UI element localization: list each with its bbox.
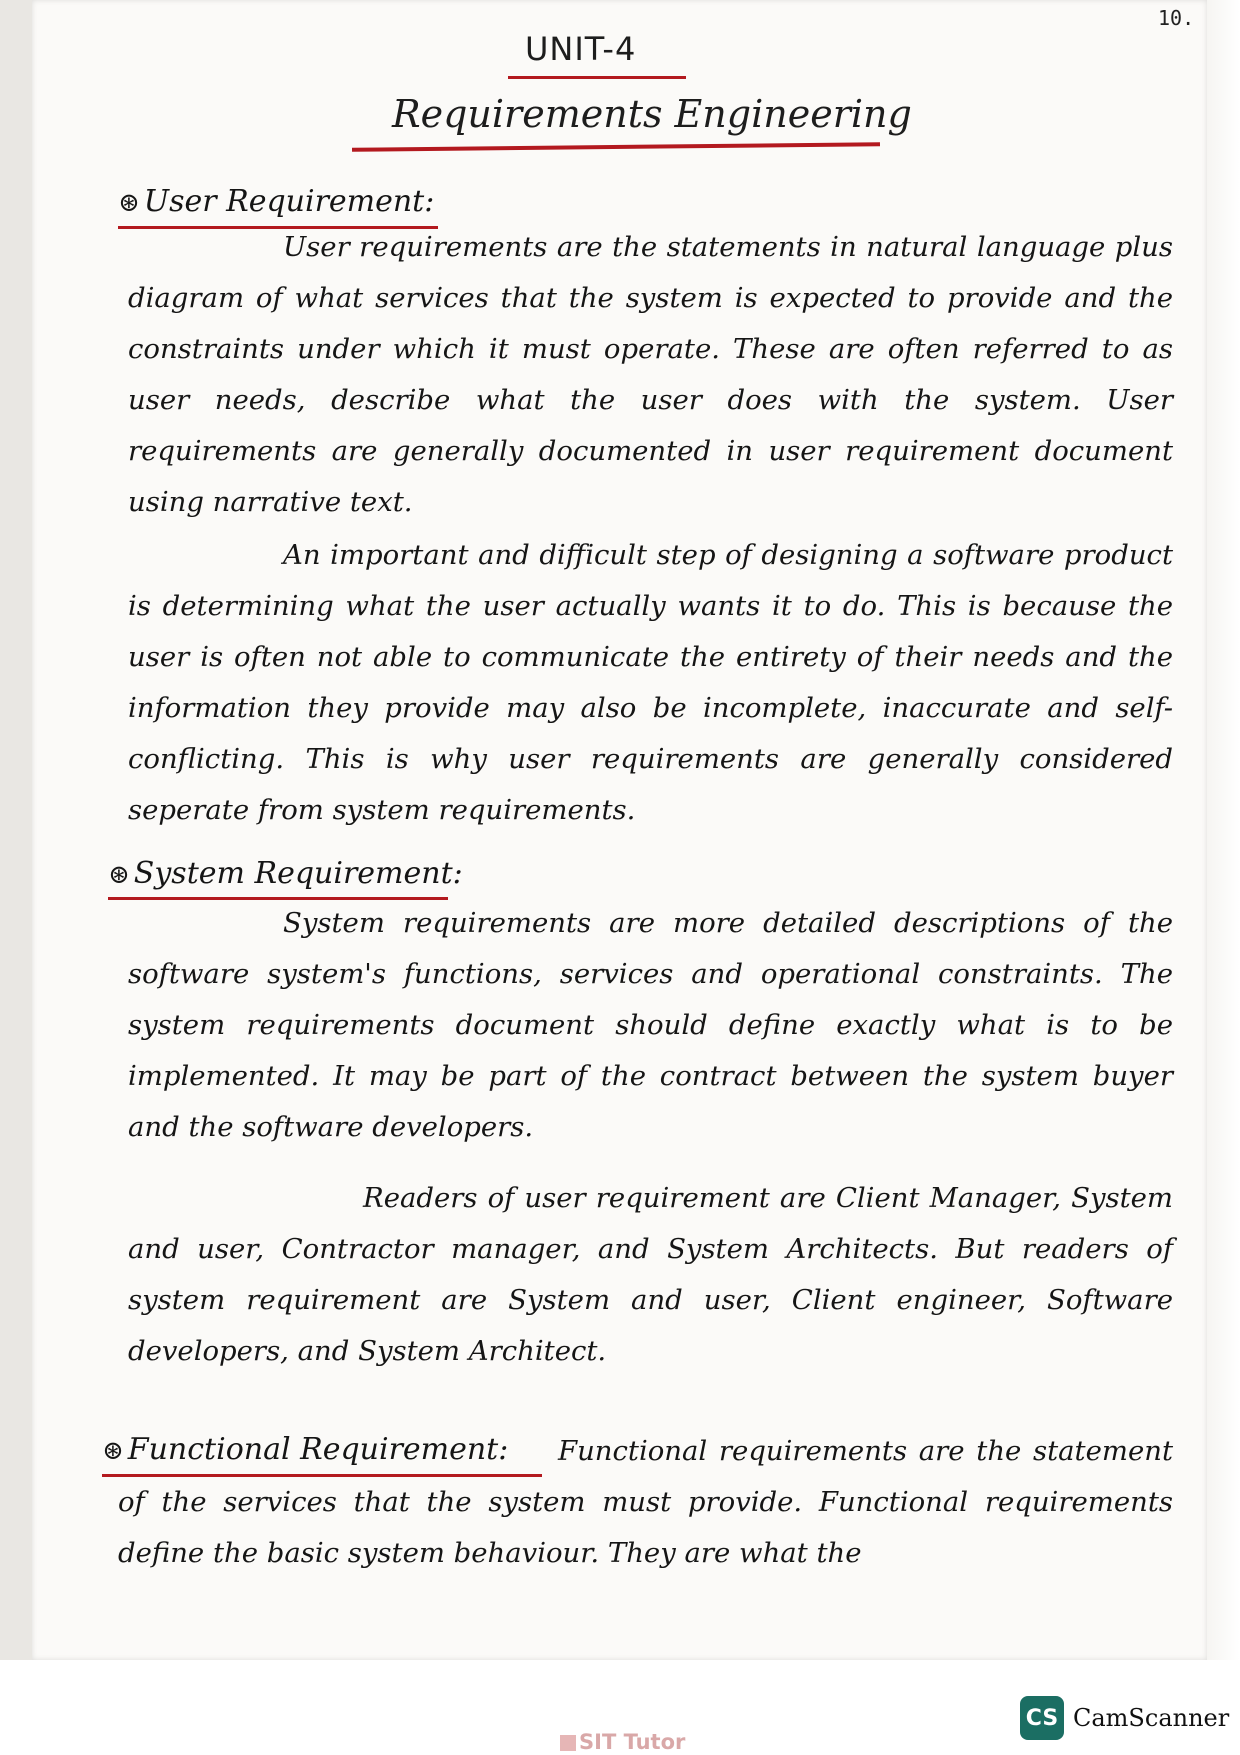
system-requirement-paragraph-2: Readers of user requirement are Client Manager, System and user, Contractor manager, and System Architects. But readers of system requirement are System and user, Client engineer, Software developers, and System Architect. (128, 1182, 1173, 1367)
page-title: Requirements Engineering (392, 92, 912, 136)
functional-requirement-heading-text: Functional Requirement: (127, 1432, 509, 1467)
system-requirement-heading (108, 856, 463, 891)
camscanner-logo-icon: CS (1020, 1696, 1064, 1740)
unit-title-underline (508, 76, 686, 79)
user-requirement-heading (118, 184, 434, 219)
user-requirement-paragraph-1: User requirements are the statements in natural language plus diagram of what services that the system is expected to provide and the constraints under which it must operate. These are often referred to as user needs, describe what the user does with the system. User requirements are generally documented in user requirement document using narrative text. (128, 231, 1173, 518)
star-bullet-icon: ⊛ (108, 860, 130, 890)
functional-requirement-paragraph: Functional requirements are the statement of the services that the system must provide. Functional requirements define the basic system behaviour. They are what the (118, 1435, 1173, 1569)
watermark-text: SIT Tutor (579, 1730, 686, 1754)
system-requirement-heading-text: System Requirement: (133, 856, 463, 891)
star-bullet-icon: ⊛ (118, 188, 140, 218)
camscanner-label: CamScanner (1073, 1704, 1230, 1732)
star-bullet-icon: ⊛ (102, 1436, 124, 1466)
watermark (560, 1730, 685, 1754)
watermark-icon (560, 1735, 576, 1751)
unit-title: UNIT-4 (525, 30, 637, 68)
page-number: 10. (1158, 6, 1195, 30)
user-requirement-paragraph-2: An important and difficult step of designing a software product is determining what the user actually wants it to do. This is because the user is often not able to communicate the entirety of their needs and the information they provide may also be incomplete, inaccurate and self-conflicting. This is why user requirements are generally considered seperate from system requirements. (128, 539, 1173, 826)
user-requirement-heading-text: User Requirement: (143, 184, 435, 219)
system-requirement-paragraph-1: System requirements are more detailed descriptions of the software system's functions, services and operational constraints. The system requirements document should define exactly what is to be implemented. It may be part of the contract between the system buyer and the software developers. (128, 907, 1173, 1143)
page-margin-right (1207, 0, 1240, 1755)
